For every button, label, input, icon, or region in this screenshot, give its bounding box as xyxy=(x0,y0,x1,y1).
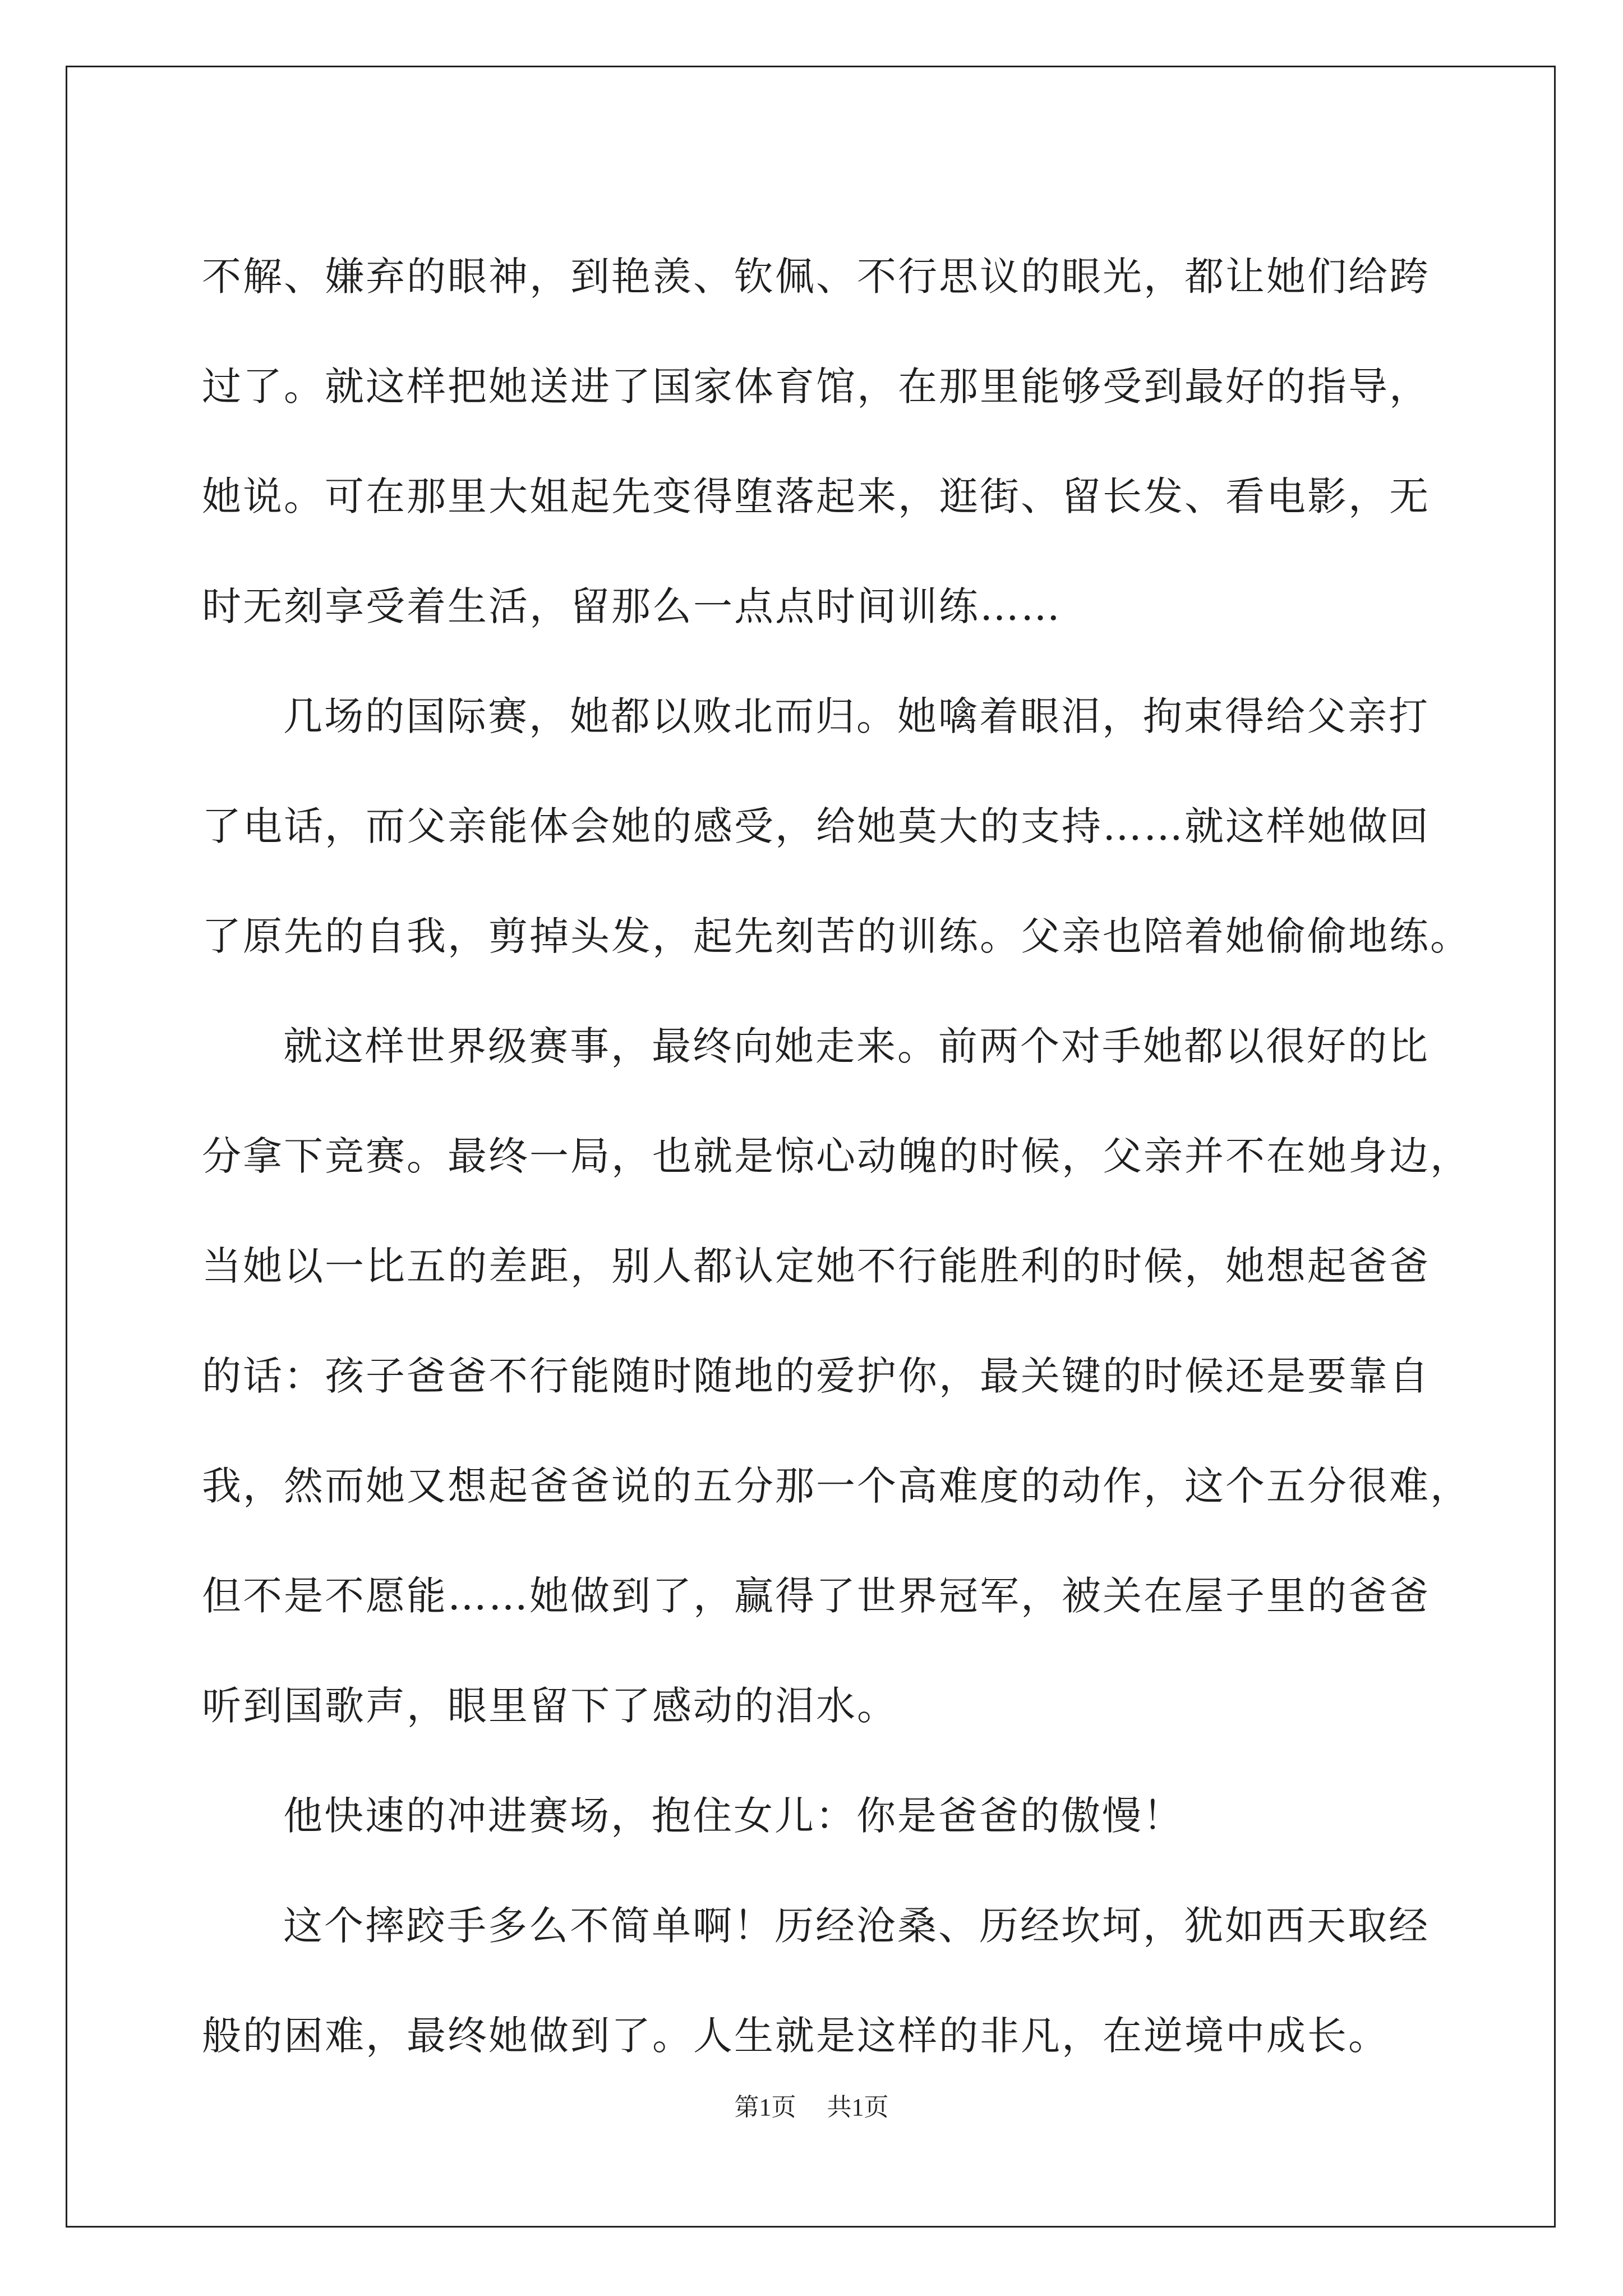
page-number: 第1页 xyxy=(734,2093,796,2121)
text-line: 几场的国际赛，她都以败北而归。她噙着眼泪，拘束得给父亲打 xyxy=(283,693,1430,739)
page-footer xyxy=(0,2087,1623,2123)
text-line: 她说。可在那里大姐起先变得堕落起来，逛街、留长发、看电影，无 xyxy=(202,473,1430,519)
document-body xyxy=(202,222,1471,2091)
text-line: 的话：孩子爸爸不行能随时随地的爱护你，最关键的时候还是要靠自 xyxy=(202,1353,1430,1399)
text-line: 过了。就这样把她送进了国家体育馆，在那里能够受到最好的指导， xyxy=(202,364,1430,409)
paragraph xyxy=(202,222,1430,661)
text-line: 听到国歌声，眼里留下了感动的泪水。 xyxy=(202,1683,898,1729)
text-line: 般的困难，最终她做到了。人生就是这样的非凡，在逆境中成长。 xyxy=(202,2013,1389,2059)
text-line: 他快速的冲进赛场，抱住女儿：你是爸爸的傲慢！ xyxy=(283,1793,1184,1839)
text-line: 但不是不愿能……她做到了，赢得了世界冠军，被关在屋子里的爸爸 xyxy=(202,1573,1430,1619)
page-total: 共1页 xyxy=(827,2093,889,2121)
text-line: 就这样世界级赛事，最终向她走来。前两个对手她都以很好的比 xyxy=(283,1023,1430,1069)
paragraph xyxy=(202,661,1471,991)
paragraph xyxy=(202,1761,1424,1871)
text-line: 不解、嫌弃的眼神，到艳羡、钦佩、不行思议的眼光，都让她们给跨 xyxy=(202,254,1430,300)
text-line: 我，然而她又想起爸爸说的五分那一个高难度的动作，这个五分很难， xyxy=(202,1463,1471,1509)
paragraph xyxy=(202,991,1471,1761)
paragraph xyxy=(202,1871,1430,2091)
text-line: 了原先的自我，剪掉头发，起先刻苦的训练。父亲也陪着她偷偷地练。 xyxy=(202,913,1471,959)
text-line: 分拿下竞赛。最终一局，也就是惊心动魄的时候，父亲并不在她身边， xyxy=(202,1133,1471,1179)
text-line: 这个摔跤手多么不简单啊！历经沧桑、历经坎坷，犹如西天取经 xyxy=(283,1903,1430,1949)
text-line: 时无刻享受着生活，留那么一点点时间训练…… xyxy=(202,583,1062,629)
text-line: 当她以一比五的差距，别人都认定她不行能胜利的时候，她想起爸爸 xyxy=(202,1243,1430,1289)
text-line: 了电话，而父亲能体会她的感受，给她莫大的支持……就这样她做回 xyxy=(202,803,1430,849)
